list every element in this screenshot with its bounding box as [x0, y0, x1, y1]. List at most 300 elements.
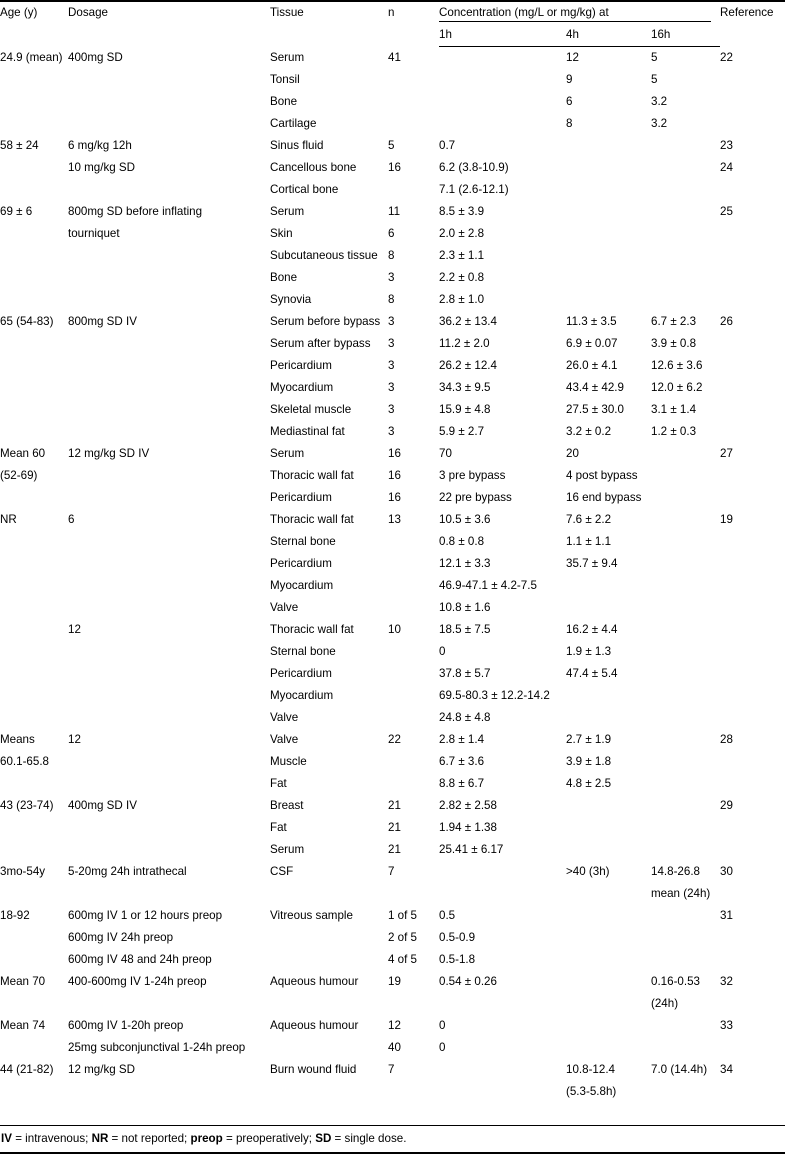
row-cell-age [0, 839, 68, 861]
table-row [0, 465, 785, 487]
row-cell-1h [439, 641, 566, 663]
table-row [0, 223, 785, 245]
row-cell-n [388, 399, 439, 421]
row-cell-age [0, 927, 68, 949]
row-cell-reference [720, 905, 785, 927]
spacer-cell [388, 1103, 439, 1125]
row-cell-dosage [68, 861, 270, 905]
row-cell-dosage-value: 400mg SD IV [68, 799, 137, 812]
row-cell-1h [439, 707, 566, 729]
row-cell-tissue-value: Aqueous humour [270, 975, 359, 988]
row-cell-1h [439, 597, 566, 619]
row-cell-age [0, 817, 68, 839]
row-cell-age [0, 619, 68, 641]
row-cell-16h [651, 311, 720, 333]
row-cell-16h [651, 377, 720, 399]
row-cell-age [0, 861, 68, 905]
row-cell-reference [720, 1015, 785, 1037]
row-cell-tissue [270, 641, 388, 663]
row-cell-tissue [270, 663, 388, 685]
row-cell-1h [439, 949, 566, 971]
row-cell-16h-value: 3.2 [651, 95, 668, 108]
row-cell-dosage [68, 905, 270, 927]
row-cell-tissue-value: Serum [270, 50, 305, 64]
footnote-abbr: NR [91, 1132, 109, 1145]
row-cell-tissue [270, 707, 388, 729]
row-cell-tissue [270, 531, 388, 553]
row-cell-reference [720, 531, 785, 553]
column-header-n: n [388, 1, 439, 47]
row-cell-16h [651, 795, 720, 817]
row-cell-1h [439, 729, 566, 751]
row-cell-n [388, 157, 439, 179]
row-cell-1h-value: 1.94 ± 1.38 [439, 821, 497, 834]
row-cell-dosage-value: 800mg SD IV [68, 315, 137, 328]
table-row [0, 575, 785, 597]
row-cell-tissue [270, 201, 388, 223]
row-cell-1h-value: 11.2 ± 2.0 [439, 337, 490, 350]
row-cell-dosage [68, 377, 270, 399]
row-cell-age-value: 60.1-65.8 [0, 755, 49, 768]
row-cell-1h-value: 46.9-47.1 ± 4.2-7.5 [439, 579, 537, 592]
row-cell-n-value: 4 of 5 [388, 953, 418, 966]
row-cell-n-value: 2 of 5 [388, 931, 418, 944]
row-cell-tissue [270, 949, 388, 971]
row-cell-age [0, 707, 68, 729]
table-row [0, 1059, 785, 1103]
row-cell-n-value: 3 [388, 271, 395, 284]
row-cell-n-value: 7 [388, 1063, 395, 1076]
table-header [0, 1, 785, 47]
row-cell-reference-value: 25 [720, 205, 733, 218]
row-cell-16h [651, 399, 720, 421]
row-cell-dosage [68, 113, 270, 135]
row-cell-dosage-value: 12 [68, 623, 81, 636]
row-cell-n [388, 289, 439, 311]
row-cell-tissue-value: Valve [270, 601, 299, 614]
row-cell-reference [720, 1059, 785, 1103]
row-cell-4h-value: 4 post bypass [566, 469, 638, 482]
row-cell-n [388, 487, 439, 509]
row-cell-reference [720, 707, 785, 729]
row-cell-16h-secondary-value: mean (24h) [651, 887, 711, 900]
row-cell-n-value: 8 [388, 293, 395, 306]
row-cell-16h-value: 1.2 ± 0.3 [651, 425, 697, 438]
row-cell-n [388, 861, 439, 905]
row-cell-tissue [270, 179, 388, 201]
row-cell-tissue-value: Thoracic wall fat [270, 469, 354, 482]
row-cell-16h [651, 267, 720, 289]
row-cell-4h-value: 12 [566, 51, 579, 64]
row-cell-4h-value: 11.3 ± 3.5 [566, 315, 617, 328]
row-cell-reference [720, 399, 785, 421]
row-cell-tissue [270, 421, 388, 443]
row-cell-age [0, 905, 68, 927]
table-footnote [0, 1126, 785, 1152]
row-cell-1h-value: 8.5 ± 3.9 [439, 205, 485, 218]
row-cell-16h [651, 707, 720, 729]
spacer-cell [270, 1103, 388, 1125]
row-cell-16h [651, 597, 720, 619]
row-cell-4h [566, 949, 651, 971]
row-cell-n [388, 421, 439, 443]
row-cell-4h-value: 4.8 ± 2.5 [566, 777, 612, 790]
row-cell-reference [720, 795, 785, 817]
table-row [0, 905, 785, 927]
table-row [0, 113, 785, 135]
row-cell-age [0, 685, 68, 707]
row-cell-tissue [270, 773, 388, 795]
row-cell-16h-value: 3.9 ± 0.8 [651, 337, 697, 350]
row-cell-1h-value: 22 pre bypass [439, 491, 512, 504]
column-header-dosage: Dosage [68, 1, 270, 47]
row-cell-1h [439, 839, 566, 861]
row-cell-tissue-value: Pericardium [270, 491, 332, 504]
row-cell-reference [720, 179, 785, 201]
row-cell-tissue [270, 1059, 388, 1103]
row-cell-age [0, 1015, 68, 1037]
row-cell-reference [720, 267, 785, 289]
row-cell-n-value: 7 [388, 865, 395, 878]
row-cell-reference [720, 135, 785, 157]
row-cell-reference [720, 663, 785, 685]
row-cell-dosage [68, 553, 270, 575]
row-cell-16h [651, 641, 720, 663]
row-cell-n [388, 795, 439, 817]
row-cell-4h-value: 16 end bypass [566, 491, 642, 504]
row-cell-4h [566, 839, 651, 861]
row-cell-tissue [270, 553, 388, 575]
row-cell-reference [720, 113, 785, 135]
row-cell-age [0, 179, 68, 201]
row-cell-dosage-value: 600mg IV 1-20h preop [68, 1019, 184, 1032]
row-cell-1h [439, 69, 566, 91]
row-cell-age [0, 949, 68, 971]
row-cell-1h-value: 26.2 ± 12.4 [439, 359, 497, 372]
table-row [0, 531, 785, 553]
row-cell-16h [651, 1037, 720, 1059]
row-cell-tissue-value: Breast [270, 799, 304, 812]
table-row [0, 553, 785, 575]
row-cell-tissue [270, 333, 388, 355]
row-cell-16h-value: 3.1 ± 1.4 [651, 403, 697, 416]
row-cell-tissue [270, 751, 388, 773]
row-cell-age [0, 157, 68, 179]
row-cell-4h [566, 971, 651, 1015]
footnote-abbr: IV [1, 1132, 12, 1145]
row-cell-16h-value: 6.7 ± 2.3 [651, 315, 697, 328]
row-cell-n [388, 817, 439, 839]
row-cell-n [388, 47, 439, 70]
row-cell-tissue [270, 443, 388, 465]
row-cell-age [0, 47, 68, 70]
row-cell-age-value: NR [0, 513, 17, 526]
table-row [0, 1015, 785, 1037]
row-cell-dosage-value: 5-20mg 24h intrathecal [68, 865, 187, 878]
row-cell-n-value: 3 [388, 315, 395, 328]
row-cell-tissue-value: Myocardium [270, 579, 334, 592]
row-cell-4h-value: 47.4 ± 5.4 [566, 667, 618, 680]
table-row [0, 377, 785, 399]
row-cell-4h [566, 487, 651, 509]
row-cell-4h [566, 641, 651, 663]
row-cell-n-value: 13 [388, 513, 401, 526]
row-cell-1h-value: 18.5 ± 7.5 [439, 623, 491, 636]
row-cell-tissue-value: Valve [270, 733, 299, 746]
row-cell-n [388, 443, 439, 465]
row-cell-reference [720, 355, 785, 377]
row-cell-reference [720, 201, 785, 223]
row-cell-tissue-value: Skeletal muscle [270, 403, 352, 416]
row-cell-n-value: 12 [388, 1019, 401, 1032]
table-row [0, 817, 785, 839]
row-cell-age-value: Mean 70 [0, 975, 46, 988]
row-cell-1h [439, 1037, 566, 1059]
row-cell-4h-value: 35.7 ± 9.4 [566, 557, 618, 570]
row-cell-reference [720, 1037, 785, 1059]
row-cell-tissue [270, 817, 388, 839]
row-cell-1h [439, 245, 566, 267]
row-cell-1h [439, 971, 566, 1015]
row-cell-tissue-value: Thoracic wall fat [270, 513, 354, 526]
row-cell-age-value: Means [0, 733, 35, 746]
footnote-abbr: SD [315, 1132, 332, 1145]
row-cell-1h-value: 0 [439, 1019, 446, 1032]
row-cell-age [0, 333, 68, 355]
row-cell-16h [651, 729, 720, 751]
row-cell-age [0, 135, 68, 157]
row-cell-reference [720, 289, 785, 311]
row-cell-1h-value: 0.7 [439, 139, 456, 152]
row-cell-n [388, 267, 439, 289]
row-cell-dosage [68, 333, 270, 355]
row-cell-1h-value: 6.7 ± 3.6 [439, 755, 485, 768]
row-cell-n-value: 3 [388, 403, 395, 416]
row-cell-reference [720, 223, 785, 245]
table-row [0, 949, 785, 971]
row-cell-tissue [270, 575, 388, 597]
row-cell-4h [566, 179, 651, 201]
row-cell-n [388, 1015, 439, 1037]
row-cell-1h [439, 795, 566, 817]
row-cell-4h [566, 377, 651, 399]
column-header-reference: Reference [720, 1, 785, 47]
row-cell-age [0, 509, 68, 531]
table-row [0, 619, 785, 641]
row-cell-n-value: 19 [388, 975, 401, 988]
row-cell-dosage [68, 663, 270, 685]
row-cell-tissue [270, 135, 388, 157]
row-cell-tissue [270, 267, 388, 289]
row-cell-dosage [68, 531, 270, 553]
row-cell-n-value: 5 [388, 139, 395, 152]
row-cell-tissue-value: Skin [270, 227, 293, 240]
row-cell-16h [651, 685, 720, 707]
table-row [0, 707, 785, 729]
row-cell-4h-value: 3.9 ± 1.8 [566, 755, 612, 768]
table-row [0, 509, 785, 531]
row-cell-tissue-value: Subcutaneous tissue [270, 249, 378, 262]
row-cell-reference [720, 949, 785, 971]
row-cell-dosage [68, 927, 270, 949]
row-cell-reference [720, 443, 785, 465]
row-cell-dosage [68, 751, 270, 773]
row-cell-n [388, 971, 439, 1015]
row-cell-4h [566, 927, 651, 949]
row-cell-4h [566, 751, 651, 773]
row-cell-reference [720, 333, 785, 355]
row-cell-tissue [270, 861, 388, 905]
row-cell-age [0, 443, 68, 465]
header-row-1 [0, 1, 785, 24]
row-cell-dosage [68, 355, 270, 377]
row-cell-reference [720, 91, 785, 113]
row-cell-reference [720, 157, 785, 179]
row-cell-4h [566, 597, 651, 619]
table-row [0, 729, 785, 751]
row-cell-dosage [68, 201, 270, 223]
row-cell-4h [566, 333, 651, 355]
row-cell-dosage [68, 1059, 270, 1103]
row-cell-4h-value: 10.8-12.4 [566, 1063, 615, 1076]
row-cell-age [0, 201, 68, 223]
row-cell-4h [566, 861, 651, 905]
row-cell-16h [651, 531, 720, 553]
footnote-definition: = single dose. [331, 1132, 407, 1145]
row-cell-tissue-value: Serum [270, 843, 305, 856]
row-cell-4h [566, 465, 651, 487]
row-cell-tissue-value: Serum after bypass [270, 337, 371, 350]
row-cell-reference [720, 245, 785, 267]
row-cell-1h [439, 179, 566, 201]
row-cell-16h [651, 619, 720, 641]
row-cell-reference-value: 31 [720, 909, 733, 922]
row-cell-n [388, 685, 439, 707]
row-cell-16h [651, 487, 720, 509]
row-cell-dosage-value: 600mg IV 1 or 12 hours preop [68, 909, 223, 922]
row-cell-16h [651, 773, 720, 795]
row-cell-tissue [270, 399, 388, 421]
row-cell-tissue [270, 355, 388, 377]
row-cell-1h-value: 0.5 [439, 909, 456, 922]
row-cell-dosage [68, 773, 270, 795]
row-cell-dosage [68, 69, 270, 91]
row-cell-dosage-value: 400mg SD [68, 50, 123, 64]
row-cell-1h [439, 377, 566, 399]
row-cell-n-value: 8 [388, 249, 395, 262]
row-cell-1h [439, 619, 566, 641]
row-cell-16h [651, 751, 720, 773]
row-cell-age [0, 597, 68, 619]
spacer-cell [720, 1103, 785, 1125]
row-cell-4h [566, 113, 651, 135]
row-cell-1h [439, 553, 566, 575]
row-cell-1h-value: 37.8 ± 5.7 [439, 667, 491, 680]
row-cell-tissue [270, 69, 388, 91]
row-cell-1h [439, 135, 566, 157]
table-row [0, 245, 785, 267]
footnote-definition: = intravenous; [11, 1132, 92, 1145]
row-cell-tissue [270, 465, 388, 487]
row-cell-4h-value: 6.9 ± 0.07 [566, 337, 618, 350]
row-cell-n [388, 333, 439, 355]
row-cell-n [388, 355, 439, 377]
footnote-abbr: preop [190, 1132, 223, 1145]
row-cell-4h [566, 553, 651, 575]
row-cell-16h [651, 333, 720, 355]
row-cell-16h [651, 157, 720, 179]
row-cell-4h [566, 905, 651, 927]
row-cell-n [388, 311, 439, 333]
row-cell-4h-value: 26.0 ± 4.1 [566, 359, 618, 372]
row-cell-4h-value: 27.5 ± 30.0 [566, 403, 624, 416]
table-row [0, 751, 785, 773]
row-cell-1h-value: 69.5-80.3 ± 12.2-14.2 [439, 689, 550, 702]
table-row [0, 1037, 785, 1059]
row-cell-tissue [270, 289, 388, 311]
row-cell-tissue [270, 113, 388, 135]
table-row [0, 421, 785, 443]
row-cell-1h-value: 8.8 ± 6.7 [439, 777, 485, 790]
row-cell-n [388, 1037, 439, 1059]
row-cell-reference-value: 34 [720, 1063, 733, 1076]
row-cell-age-value: 18-92 [0, 909, 30, 922]
table-row [0, 157, 785, 179]
row-cell-dosage [68, 729, 270, 751]
row-cell-dosage [68, 465, 270, 487]
row-cell-4h [566, 223, 651, 245]
row-cell-16h [651, 245, 720, 267]
row-cell-reference [720, 685, 785, 707]
row-cell-n [388, 201, 439, 223]
row-cell-age [0, 729, 68, 751]
row-cell-dosage-value: 12 [68, 733, 81, 746]
row-cell-dosage [68, 971, 270, 1015]
row-cell-age [0, 267, 68, 289]
row-cell-n-value: 16 [388, 469, 401, 482]
table-row [0, 289, 785, 311]
row-cell-1h-value: 36.2 ± 13.4 [439, 315, 497, 328]
spacer-cell [651, 1103, 720, 1125]
footnote-definition: = preoperatively; [222, 1132, 316, 1145]
row-cell-dosage-value: 800mg SD before inflating [68, 205, 203, 218]
row-cell-dosage [68, 1015, 270, 1037]
row-cell-tissue [270, 487, 388, 509]
row-cell-1h [439, 817, 566, 839]
row-cell-16h [651, 91, 720, 113]
row-cell-16h [651, 443, 720, 465]
row-cell-reference-value: 32 [720, 975, 733, 988]
row-cell-dosage [68, 509, 270, 531]
row-cell-tissue [270, 157, 388, 179]
row-cell-4h [566, 773, 651, 795]
row-cell-n [388, 179, 439, 201]
row-cell-age [0, 773, 68, 795]
table-row [0, 91, 785, 113]
table-row [0, 795, 785, 817]
row-cell-dosage-value: 600mg IV 24h preop [68, 931, 174, 944]
table-bottom-spacer [0, 1103, 785, 1125]
row-cell-4h-value: 9 [566, 73, 573, 86]
row-cell-1h-value: 2.8 ± 1.4 [439, 733, 485, 746]
row-cell-16h [651, 201, 720, 223]
row-cell-16h [651, 949, 720, 971]
row-cell-1h [439, 663, 566, 685]
row-cell-reference [720, 575, 785, 597]
row-cell-dosage-value: 400-600mg IV 1-24h preop [68, 975, 207, 988]
row-cell-age [0, 641, 68, 663]
row-cell-n-value: 11 [388, 205, 401, 218]
